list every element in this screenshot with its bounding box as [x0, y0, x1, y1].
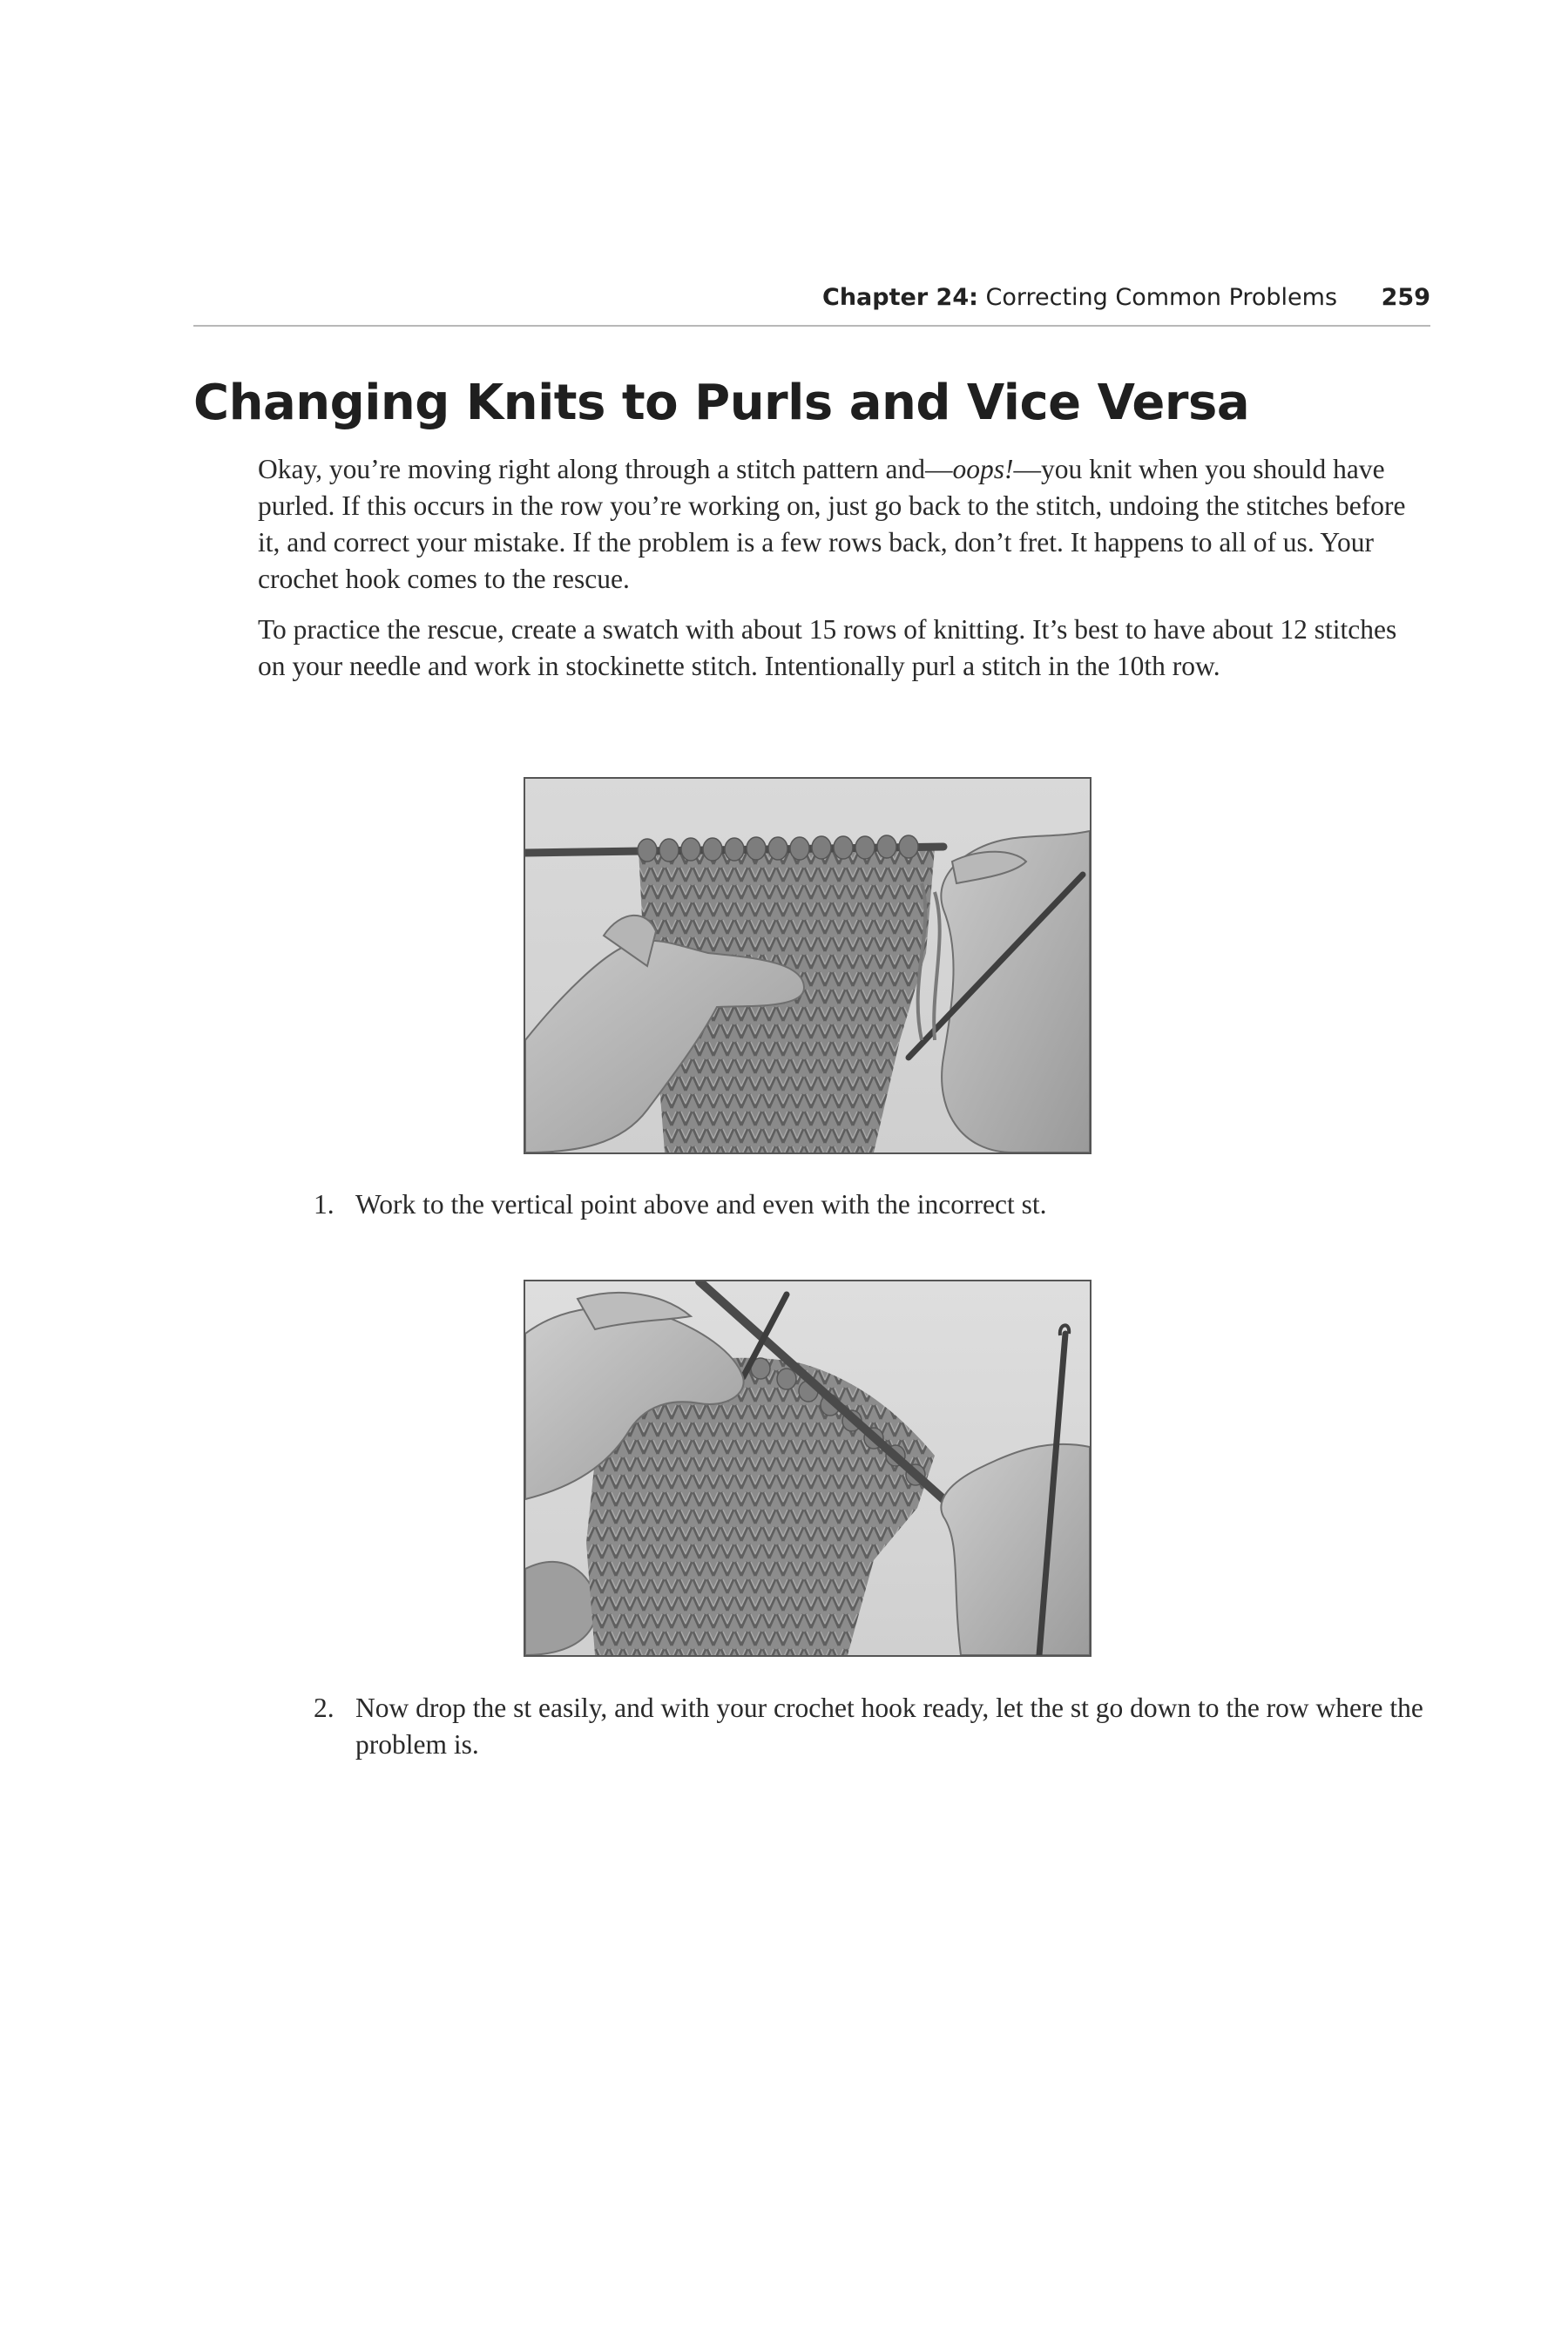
step-1-text: Work to the vertical point above and even with the incorrect st. — [355, 1189, 1047, 1220]
intro-text-after: —you knit when you should have purled. If this occurs in the row you’re working on, just go back to the stitch, undoing the stitches before it, and correct your mistake. If the problem is a few rows back, don’t fret. It happens to all of us. Your crochet hook comes to the rescue. — [258, 454, 1406, 594]
section-heading: Changing Knits to Purls and Vice Versa — [193, 375, 1250, 431]
chapter-label: Chapter 24: — [822, 284, 978, 311]
step-2-number: 2. — [314, 1693, 335, 1723]
header-divider — [193, 325, 1430, 327]
running-head — [193, 284, 1430, 326]
knitting-photo-2 — [524, 1280, 1092, 1657]
intro-emphasis: oops! — [952, 454, 1014, 484]
step-1 — [314, 1186, 1430, 1223]
step-2 — [314, 1690, 1430, 1763]
chapter-title: Correcting Common Problems — [985, 284, 1338, 311]
page-number: 259 — [1381, 284, 1430, 311]
step-1-number: 1. — [314, 1189, 335, 1220]
intro-paragraph — [258, 451, 1430, 598]
knitting-photo-1-illustration — [525, 779, 1090, 1152]
knitting-photo-1 — [524, 777, 1092, 1154]
practice-paragraph: To practice the rescue, create a swatch with about 15 rows of knitting. It’s best to have about 12 stitches on your needle and work in stockinette stitch. Intentionally purl a stitch in the 10th row. — [258, 614, 1397, 681]
intro-text-before: Okay, you’re moving right along through a stitch pattern and— — [258, 454, 953, 484]
knitting-photo-2-illustration — [525, 1281, 1090, 1655]
step-2-text: Now drop the st easily, and with your crochet hook ready, let the st go down to the row where the problem is. — [355, 1693, 1423, 1760]
